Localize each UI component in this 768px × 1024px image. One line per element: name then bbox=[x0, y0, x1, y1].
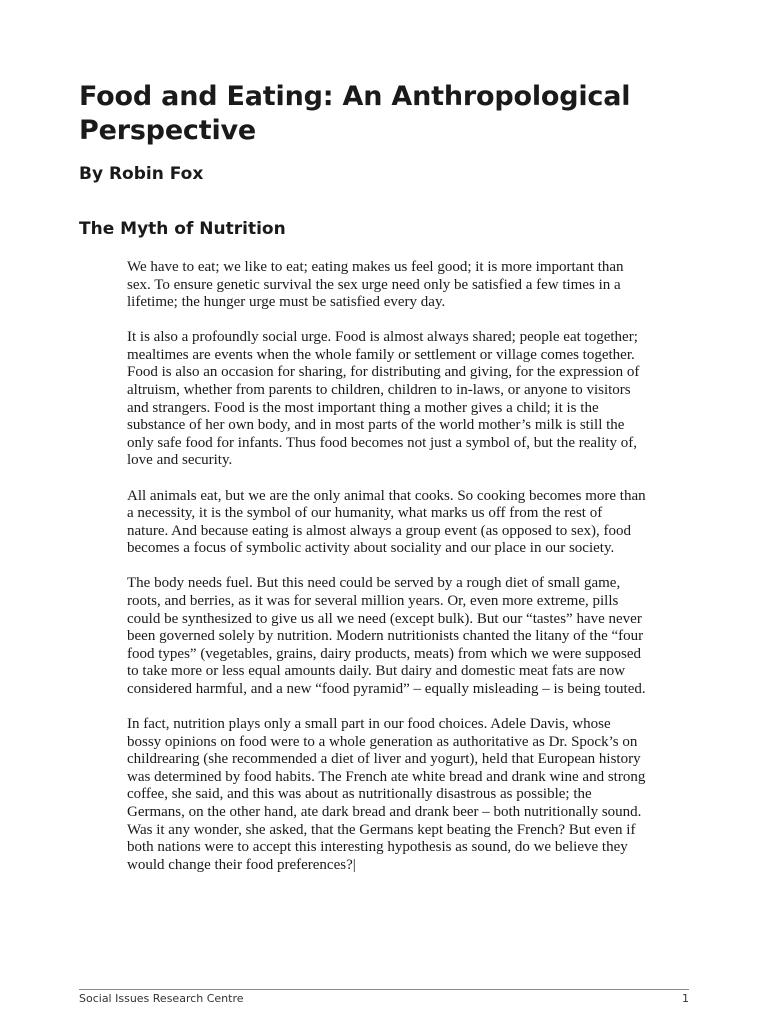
paragraph: The body needs fuel. But this need could be served by a rough diet of small game, roots, and berries, as it was for several million years. Or, even more extreme, pills could be synthesized to give us all we need (except bulk). But our “tastes” have never been governed solely by nutrition. Modern nutritionists chanted the litany of the “four food types” (vegetables, grains, dairy products, meats) from which we were supposed to take more or less equal amounts daily. But dairy and domestic meat fats are now considered harmful, and a new “food pyramid” – equally misleading – is being touted. bbox=[127, 575, 646, 697]
section-heading: The Myth of Nutrition bbox=[79, 219, 286, 239]
paragraph: We have to eat; we like to eat; eating makes us feel good; it is more important than sex. To ensure genetic survival the sex urge need only be satisfied a few times in a lifetime; the hunger urge must be satisfied every day. bbox=[127, 259, 624, 311]
document-title: Food and Eating: An Anthropological Perspective bbox=[79, 81, 631, 146]
footer-divider bbox=[79, 989, 689, 990]
paragraph: In fact, nutrition plays only a small part in our food choices. Adele Davis, whose bossy opinions on food were to a whole generation as authoritative as Dr. Spock’s on childrearing (she recommended a diet of liver and yogurt), held that European history was determined by food habits. The French ate white bread and drank wine and strong coffee, she said, and this was about as nutritionally disastrous as possible; the Germans, on the other hand, ate dark bread and drank beer – both nutritionally sound. Was it any wonder, she asked, that the Germans kept beating the French? But even if both nations were to accept this interesting hypothesis as sound, do we believe they would change their food preferences?| bbox=[127, 716, 646, 873]
paragraph: It is also a profoundly social urge. Food is almost always shared; people eat together; mealtimes are events when the whole family or settlement or village comes together. Food is also an occasion for sharing, for distributing and giving, for the expression of altruism, whether from parents to children, children to in-laws, or anyone to visitors and strangers. Food is the most important thing a mother gives a child; it is the substance of her own body, and in most parts of the world mother’s milk is still the only safe food for infants. Thus food becomes not just a symbol of, but the reality of, love and security. bbox=[127, 329, 640, 469]
author-byline: By Robin Fox bbox=[79, 164, 204, 184]
body-text bbox=[127, 259, 647, 892]
footer-organization: Social Issues Research Centre bbox=[79, 992, 244, 1005]
paragraph: All animals eat, but we are the only animal that cooks. So cooking becomes more than a necessity, it is the symbol of our humanity, what marks us off from the rest of nature. And because eating is almost always a group event (as opposed to sex), food becomes a focus of symbolic activity about sociality and our place in our society. bbox=[127, 487, 646, 557]
page-number: 1 bbox=[682, 992, 689, 1005]
